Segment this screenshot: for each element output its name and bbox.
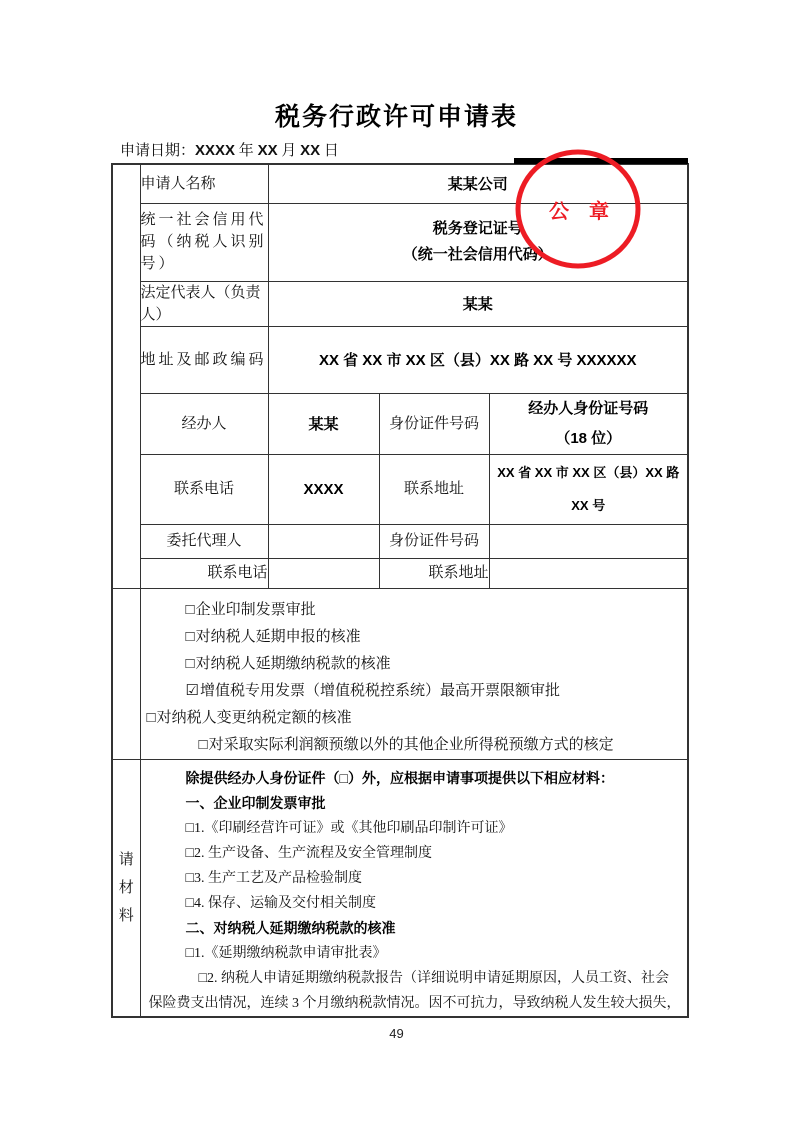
- page-title: 税务行政许可申请表: [274, 103, 518, 131]
- checklist-item-label: 对纳税人延期申报的核准: [195, 628, 361, 645]
- applicant-name-value: 某某公司: [268, 164, 688, 203]
- credit-code-value-line1: 税务登记证号: [432, 220, 523, 237]
- material-line-intro: 除提供经办人身份证件（□）外，应根据申请事项提供以下相应材料：: [185, 769, 614, 786]
- checkbox-unchecked-icon: □: [185, 601, 195, 618]
- materials-side-label: 请材料: [118, 851, 134, 924]
- checklist-item: [141, 597, 688, 624]
- material-line-item: □2. 生产设备、生产流程及安全管理制度: [185, 845, 432, 861]
- proxy-name-value: [268, 524, 379, 558]
- date-month-unit: 月: [281, 143, 297, 159]
- handler-address-line1: XX 省 XX 市 XX 区（县）XX 路: [497, 465, 680, 480]
- date-day-unit: 日: [323, 143, 339, 159]
- material-line-item2: □2. 纳税人申请延期缴纳税款报告（详细说明申请延期原因，人员工资、社会: [198, 970, 669, 986]
- handler-address-value: [489, 454, 688, 524]
- application-form-table: [111, 163, 689, 1018]
- credit-code-value: [268, 203, 688, 281]
- side-column-materials: [112, 759, 140, 1017]
- legal-representative-value: 某某: [268, 281, 688, 326]
- material-line-item: □1.《印刷经营许可证》或《其他印刷品印制许可证》: [185, 820, 513, 836]
- materials-list: [141, 760, 688, 1016]
- checklist-item: [141, 705, 688, 732]
- handler-id-value: [489, 393, 688, 454]
- date-day: XX: [300, 142, 321, 159]
- proxy-label: 委托代理人: [140, 524, 268, 558]
- handler-address-label: 联系地址: [379, 454, 489, 524]
- credit-code-label: 统一社会信用代码（纳税人识别号）: [140, 203, 268, 281]
- checklist-item: [141, 732, 688, 759]
- checklist-item-label: 对纳税人变更纳税定额的核准: [156, 709, 352, 726]
- handler-phone-label: 联系电话: [140, 454, 268, 524]
- checklist-item: [141, 624, 688, 651]
- handler-name-value: 某某: [268, 393, 379, 454]
- date-year-unit: 年: [238, 143, 254, 159]
- checklist-item-label: 对纳税人延期缴纳税款的核准: [195, 655, 391, 672]
- checklist-item-label: 增值税专用发票（增值税税控系统）最高开票限额审批: [199, 682, 560, 699]
- redaction-bar: [514, 158, 688, 164]
- proxy-address-label: 联系地址: [379, 558, 489, 588]
- side-column-top: [112, 164, 140, 588]
- handler-phone-value: XXXX: [268, 454, 379, 524]
- date-label: 申请日期：: [120, 143, 196, 159]
- checklist-item: [141, 651, 688, 678]
- credit-code-value-line2: （统一社会信用代码）: [402, 246, 553, 263]
- proxy-phone-value: [268, 558, 379, 588]
- checkbox-unchecked-icon: □: [146, 709, 156, 726]
- handler-label: 经办人: [140, 393, 268, 454]
- material-line-heading: 二、对纳税人延期缴纳税款的核准: [185, 919, 396, 936]
- handler-id-value-line2: （18 位）: [555, 429, 622, 447]
- checklist-item-label: 企业印制发票审批: [195, 601, 316, 618]
- material-line-heading: 一、企业印制发票审批: [185, 794, 326, 811]
- proxy-phone-label: 联系电话: [140, 558, 268, 588]
- applicant-name-label: 申请人名称: [140, 164, 268, 203]
- address-value: XX 省 XX 市 XX 区（县）XX 路 XX 号 XXXXXX: [268, 326, 688, 393]
- date-year: XXXX: [195, 142, 236, 159]
- handler-address-line2: XX 号: [571, 498, 606, 513]
- checkbox-unchecked-icon: □: [198, 736, 208, 753]
- checkbox-checked-icon: ☑: [185, 682, 199, 699]
- material-line-cont: 保险费支出情况，连续 3 个月缴纳税款情况。因不可抗力，导致纳税人发生较大损失，: [148, 995, 681, 1011]
- handler-id-label: 身份证件号码: [379, 393, 489, 454]
- material-line-item: □1.《延期缴纳税款申请审批表》: [185, 945, 387, 961]
- materials-section: [140, 759, 688, 1017]
- date-month: XX: [257, 142, 278, 159]
- proxy-address-value: [489, 558, 688, 588]
- license-items-section: [140, 588, 688, 759]
- proxy-id-value: [489, 524, 688, 558]
- address-label: 地址及邮政编码: [140, 326, 268, 393]
- checkbox-unchecked-icon: □: [185, 628, 195, 645]
- material-line-item: □3. 生产工艺及产品检验制度: [185, 870, 362, 886]
- checkbox-unchecked-icon: □: [185, 655, 195, 672]
- checklist-item: [141, 678, 688, 705]
- application-date: [120, 139, 339, 160]
- seal-text: 公 章: [549, 201, 609, 223]
- license-items-checklist: [141, 589, 688, 759]
- page-number: 49: [389, 1026, 404, 1041]
- side-column-items: [112, 588, 140, 759]
- handler-id-value-line1: 经办人身份证号码: [528, 399, 649, 417]
- legal-representative-label: 法定代表人（负责人）: [140, 281, 268, 326]
- material-line-item: □4. 保存、运输及交付相关制度: [185, 895, 376, 911]
- proxy-id-label: 身份证件号码: [379, 524, 489, 558]
- checklist-item-label: 对采取实际利润额预缴以外的其他企业所得税预缴方式的核定: [208, 736, 614, 753]
